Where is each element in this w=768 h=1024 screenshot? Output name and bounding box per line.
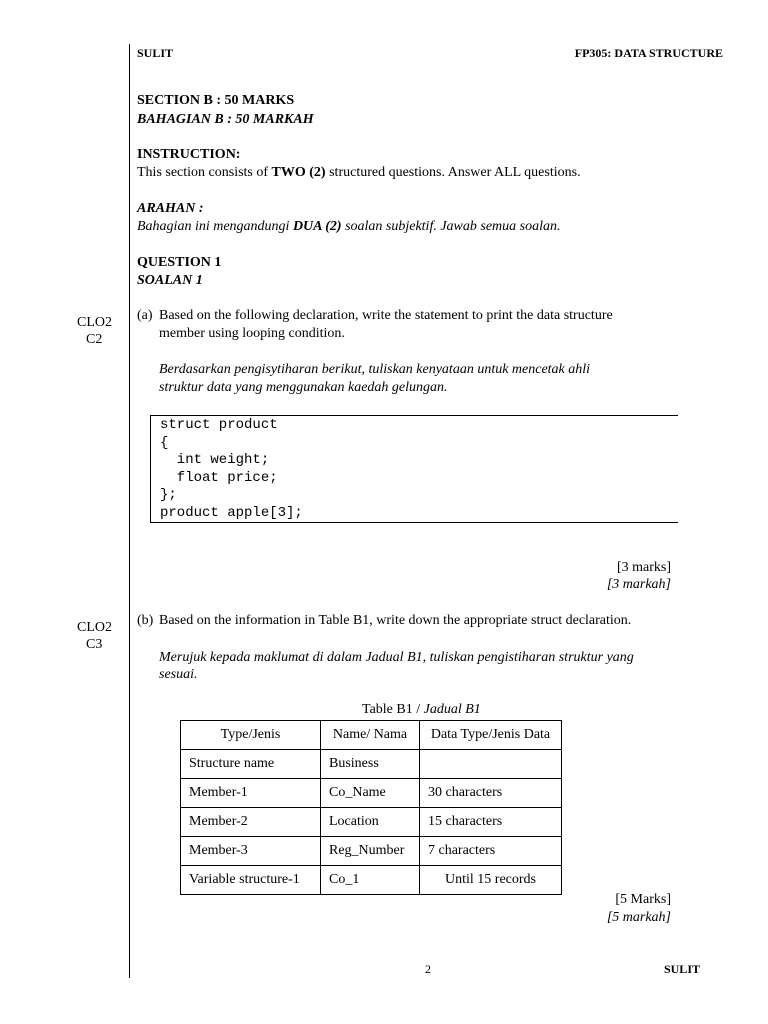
table-cell: Member-1 [181, 779, 321, 808]
table-cell: Member-2 [181, 808, 321, 837]
part-b-marks: [5 Marks] [615, 892, 671, 907]
table-cell: Member-3 [181, 837, 321, 866]
code-line: { [160, 435, 169, 451]
instruction-text: This section consists of TWO (2) structured questions. Answer ALL questions. [137, 165, 581, 180]
header-course: FP305: DATA STRUCTURE [574, 46, 723, 60]
part-a-clo: CLO2 [77, 315, 112, 330]
table-header-cell: Data Type/Jenis Data [420, 721, 562, 750]
part-b-text: Based on the information in Table B1, write down the appropriate struct declaration. [159, 613, 632, 628]
instruction-label: INSTRUCTION: [137, 147, 241, 162]
part-a-c: C2 [86, 332, 103, 347]
part-a-text-1: Based on the following declaration, write the statement to print the data structure [159, 308, 613, 323]
table-cell: Variable structure-1 [181, 866, 321, 895]
part-a-marks-malay: [3 markah] [606, 577, 671, 592]
code-line: int weight; [160, 452, 270, 468]
table-cell: Business [321, 750, 420, 779]
footer-sulit: SULIT [663, 962, 700, 976]
question-label: QUESTION 1 [137, 255, 222, 270]
code-line: struct product [160, 417, 278, 433]
part-b-malay-1: Merujuk kepada maklumat di dalam Jadual B1, tuliskan pengistiharan struktur yang [159, 650, 634, 665]
part-b-letter: (b) [137, 613, 154, 628]
part-a-letter: (a) [137, 308, 153, 323]
table-caption: Table B1 / Jadual B1 [362, 702, 481, 717]
table-cell: Co_Name [321, 779, 420, 808]
table-cell: 7 characters [420, 837, 562, 866]
part-b-malay-2: sesuai. [159, 667, 198, 682]
table-row [181, 866, 562, 895]
table-cell: Reg_Number [321, 837, 420, 866]
code-line: product apple[3]; [160, 505, 303, 521]
part-b-c: C3 [86, 637, 103, 652]
table-row [181, 837, 562, 866]
table-cell: 15 characters [420, 808, 562, 837]
table-cell: Structure name [181, 750, 321, 779]
table-cell: 30 characters [420, 779, 562, 808]
code-line: float price; [160, 470, 278, 486]
page-number: 2 [425, 962, 431, 976]
header-sulit: SULIT [137, 46, 174, 60]
arahan-label: ARAHAN : [137, 201, 204, 216]
section-title: SECTION B : 50 MARKS [137, 93, 295, 108]
table-row [181, 779, 562, 808]
table-cell: Until 15 records [420, 866, 562, 895]
part-a-text-2: member using looping condition. [159, 326, 345, 341]
table-cell: Co_1 [321, 866, 420, 895]
code-line: }; [160, 487, 177, 503]
part-a-malay-2: struktur data yang menggunakan kaedah gelungan. [159, 380, 448, 395]
part-b-clo: CLO2 [77, 620, 112, 635]
margin-rule [129, 44, 130, 978]
section-title-malay: BAHAGIAN B : 50 MARKAH [137, 112, 314, 127]
table-row [181, 750, 562, 779]
table-header-cell: Type/Jenis [181, 721, 321, 750]
part-a-malay-1: Berdasarkan pengisytiharan berikut, tuliskan kenyataan untuk mencetak ahli [159, 362, 591, 377]
table-row [181, 808, 562, 837]
part-b-marks-malay: [5 markah] [606, 910, 671, 925]
table-header-row [181, 721, 562, 750]
table-cell [420, 750, 562, 779]
part-a-marks: [3 marks] [616, 560, 671, 575]
table-cell: Location [321, 808, 420, 837]
arahan-text: Bahagian ini mengandungi DUA (2) soalan subjektif. Jawab semua soalan. [137, 219, 561, 234]
question-label-malay: SOALAN 1 [137, 273, 203, 288]
table-b1 [180, 720, 562, 895]
table-header-cell: Name/ Nama [321, 721, 420, 750]
